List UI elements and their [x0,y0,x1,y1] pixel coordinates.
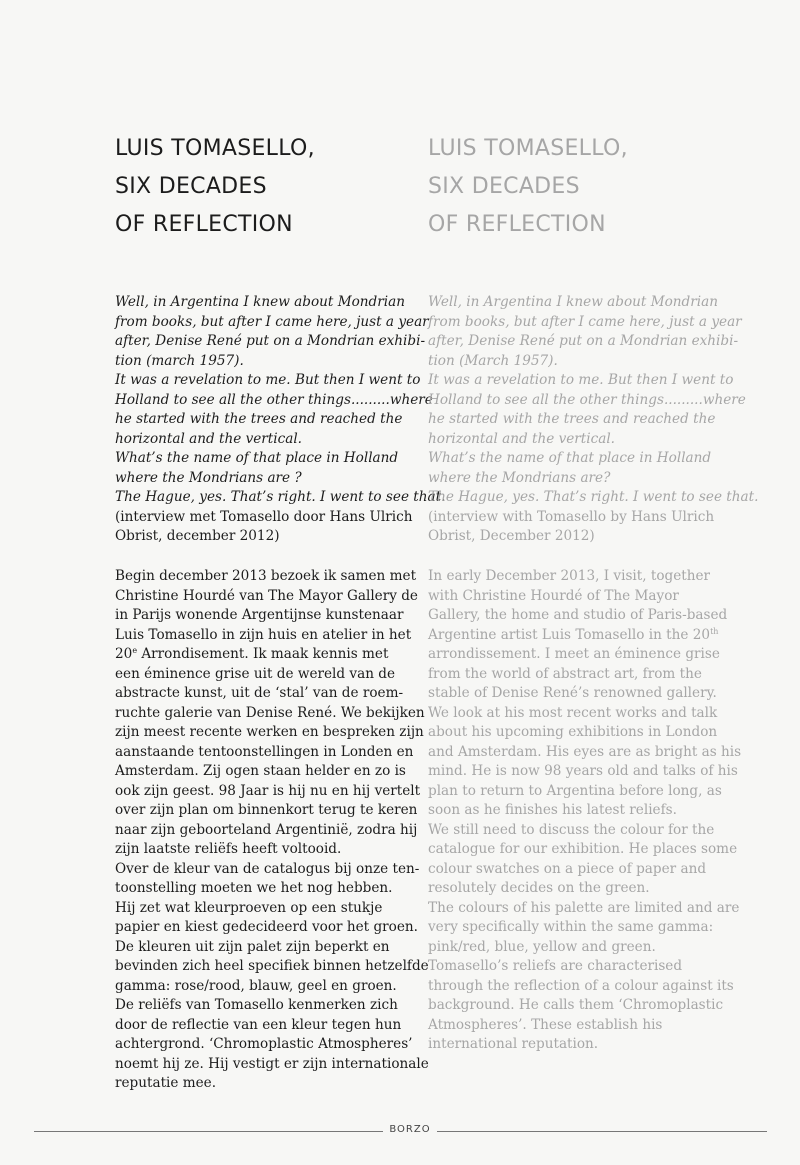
text-line: over zijn plan om binnenkort terug te keren [115,802,418,818]
dutch-title [115,130,315,244]
text-line: Well, in Argentina I knew about Mondrian [115,294,405,310]
text-line: plan to return to Argentina before long, as [428,782,722,799]
text-line: horizontal and the vertical. [115,430,303,447]
text-line: zijn laatste reliëfs heeft voltooid. [115,841,342,857]
english-quote [428,293,758,547]
text-line: Obrist, December 2012) [428,528,595,544]
text-line: after, Denise René put on a Mondrian exhibi- [428,333,739,349]
footer-logo: BORZO [389,1124,431,1135]
footer-rule-right [437,1131,767,1132]
text-line: papier en kiest gedecideerd voor het groen. [115,919,418,935]
text-line: Argentine artist Luis Tomasello in the 20th [428,626,719,643]
text-line: What’s the name of that place in Holland [428,450,712,466]
text-line: 20e Arrondisement. Ik maak kennis met [115,646,389,662]
title-line: LUIS TOMASELLO, [428,136,628,161]
title-line: OF REFLECTION [428,212,606,237]
english-quote-text [428,293,758,508]
text-line: arrondissement. I meet an éminence grise [428,646,720,662]
text-line: in Parijs wonende Argentijnse kunstenaar [115,607,404,623]
title-line: LUIS TOMASELLO, [115,136,315,161]
english-title [428,130,628,244]
text-line: about his upcoming exhibitions in London [428,724,718,740]
text-line: colour swatches on a piece of paper and [428,860,707,877]
text-line: where the Mondrians are ? [115,469,302,486]
title-line: SIX DECADES [115,174,267,199]
text-line: abstracte kunst, uit de ‘stal’ van de roem- [115,685,404,701]
text-line: tion (march 1957). [115,352,244,369]
text-line: We look at his most recent works and talk [428,704,718,721]
text-line: stable of Denise René’s renowned gallery. [428,685,717,701]
superscript: e [132,646,138,655]
text-line: after, Denise René put on a Mondrian exhibi- [115,333,426,349]
text-line: tion (March 1957). [428,352,558,369]
text-line: noemt hij ze. Hij vestigt er zijn internationale [115,1055,429,1072]
text-line: international reputation. [428,1036,599,1052]
text-line: Gallery, the home and studio of Paris-based [428,607,728,623]
text-line: De kleuren uit zijn palet zijn beperkt en [115,938,390,955]
text-line: The Hague, yes. That’s right. I went to see that. [115,489,446,505]
text-line: zijn meest recente werken en bespreken zijn [115,724,424,740]
text-line: Obrist, december 2012) [115,528,280,544]
text-line: The Hague, yes. That’s right. I went to see that. [428,489,759,505]
text-line: he started with the trees and reached the [115,411,403,427]
text-line: horizontal and the vertical. [428,430,616,447]
text-line: mind. He is now 98 years old and talks of his [428,763,738,779]
text-line: De reliëfs van Tomasello kenmerken zich [115,997,398,1013]
text-line: ruchte galerie van Denise René. We bekijken [115,704,425,721]
text-line: Over de kleur van de catalogus bij onze ten- [115,860,420,877]
dutch-quote [115,293,445,547]
text-line: pink/red, blue, yellow and green. [428,938,656,955]
text-line: he started with the trees and reached the [428,411,716,427]
english-body-text [428,567,741,1055]
text-line: In early December 2013, I visit, together [428,568,711,584]
title-line: OF REFLECTION [115,212,293,237]
title-line: SIX DECADES [428,174,580,199]
text-line: Amsterdam. Zij ogen staan helder en zo is [115,763,406,779]
text-line: It was a revelation to me. But then I went to [428,372,734,388]
text-line: Begin december 2013 bezoek ik samen met [115,568,417,584]
text-line: catalogue for our exhibition. He places some [428,841,738,857]
text-line: (interview with Tomasello by Hans Ulrich [428,508,715,525]
text-line: It was a revelation to me. But then I went to [115,372,421,388]
text-line: achtergrond. ‘Chromoplastic Atmospheres’ [115,1036,413,1052]
text-line: een éminence grise uit de wereld van de [115,665,396,682]
dutch-body-text [115,567,429,1094]
text-line: toonstelling moeten we het nog hebben. [115,880,393,896]
text-line: and Amsterdam. His eyes are as bright as his [428,743,742,760]
text-line: from the world of abstract art, from the [428,665,702,682]
text-line: aanstaande tentoonstellingen in Londen en [115,743,414,760]
text-line: from books, but after I came here, just a year [115,313,429,330]
text-line: Holland to see all the other things.........where [115,391,433,408]
text-line: What’s the name of that place in Holland [115,450,399,466]
text-line: bevinden zich heel specifiek binnen hetzelfde [115,958,429,974]
text-line: very specifically within the same gamma: [428,919,714,935]
text-line: Hij zet wat kleurproeven op een stukje [115,899,383,916]
text-line: We still need to discuss the colour for the [428,821,715,838]
text-line: Luis Tomasello in zijn huis en atelier in het [115,626,412,643]
dutch-quote-source [115,508,445,547]
text-line: where the Mondrians are? [428,469,611,486]
text-line: Tomasello’s reliefs are characterised [428,958,683,974]
text-line: Holland to see all the other things.........where [428,391,746,408]
text-line: background. He calls them ‘Chromoplastic [428,997,724,1013]
text-line: ook zijn geest. 98 Jaar is hij nu en hij vertelt [115,782,421,799]
text-line: resolutely decides on the green. [428,880,650,896]
text-line: Atmospheres’. These establish his [428,1016,663,1033]
text-line: with Christine Hourdé of The Mayor [428,587,679,604]
text-line: through the reflection of a colour against its [428,977,734,994]
text-line: naar zijn geboorteland Argentinië, zodra hij [115,821,418,838]
english-quote-source [428,508,758,547]
superscript: th [710,626,719,636]
text-line: door de reflectie van een kleur tegen hun [115,1016,402,1033]
text-line: (interview met Tomasello door Hans Ulrich [115,508,413,525]
text-line: Christine Hourdé van The Mayor Gallery de [115,587,418,604]
text-line: soon as he finishes his latest reliefs. [428,802,677,818]
text-line: The colours of his palette are limited and are [428,899,740,916]
dutch-quote-text [115,293,445,508]
text-line: gamma: rose/rood, blauw, geel en groen. [115,977,397,994]
text-line: reputatie mee. [115,1075,217,1091]
text-line: Well, in Argentina I knew about Mondrian [428,294,718,310]
footer-rule-left [34,1131,383,1132]
text-line: from books, but after I came here, just a year [428,313,742,330]
